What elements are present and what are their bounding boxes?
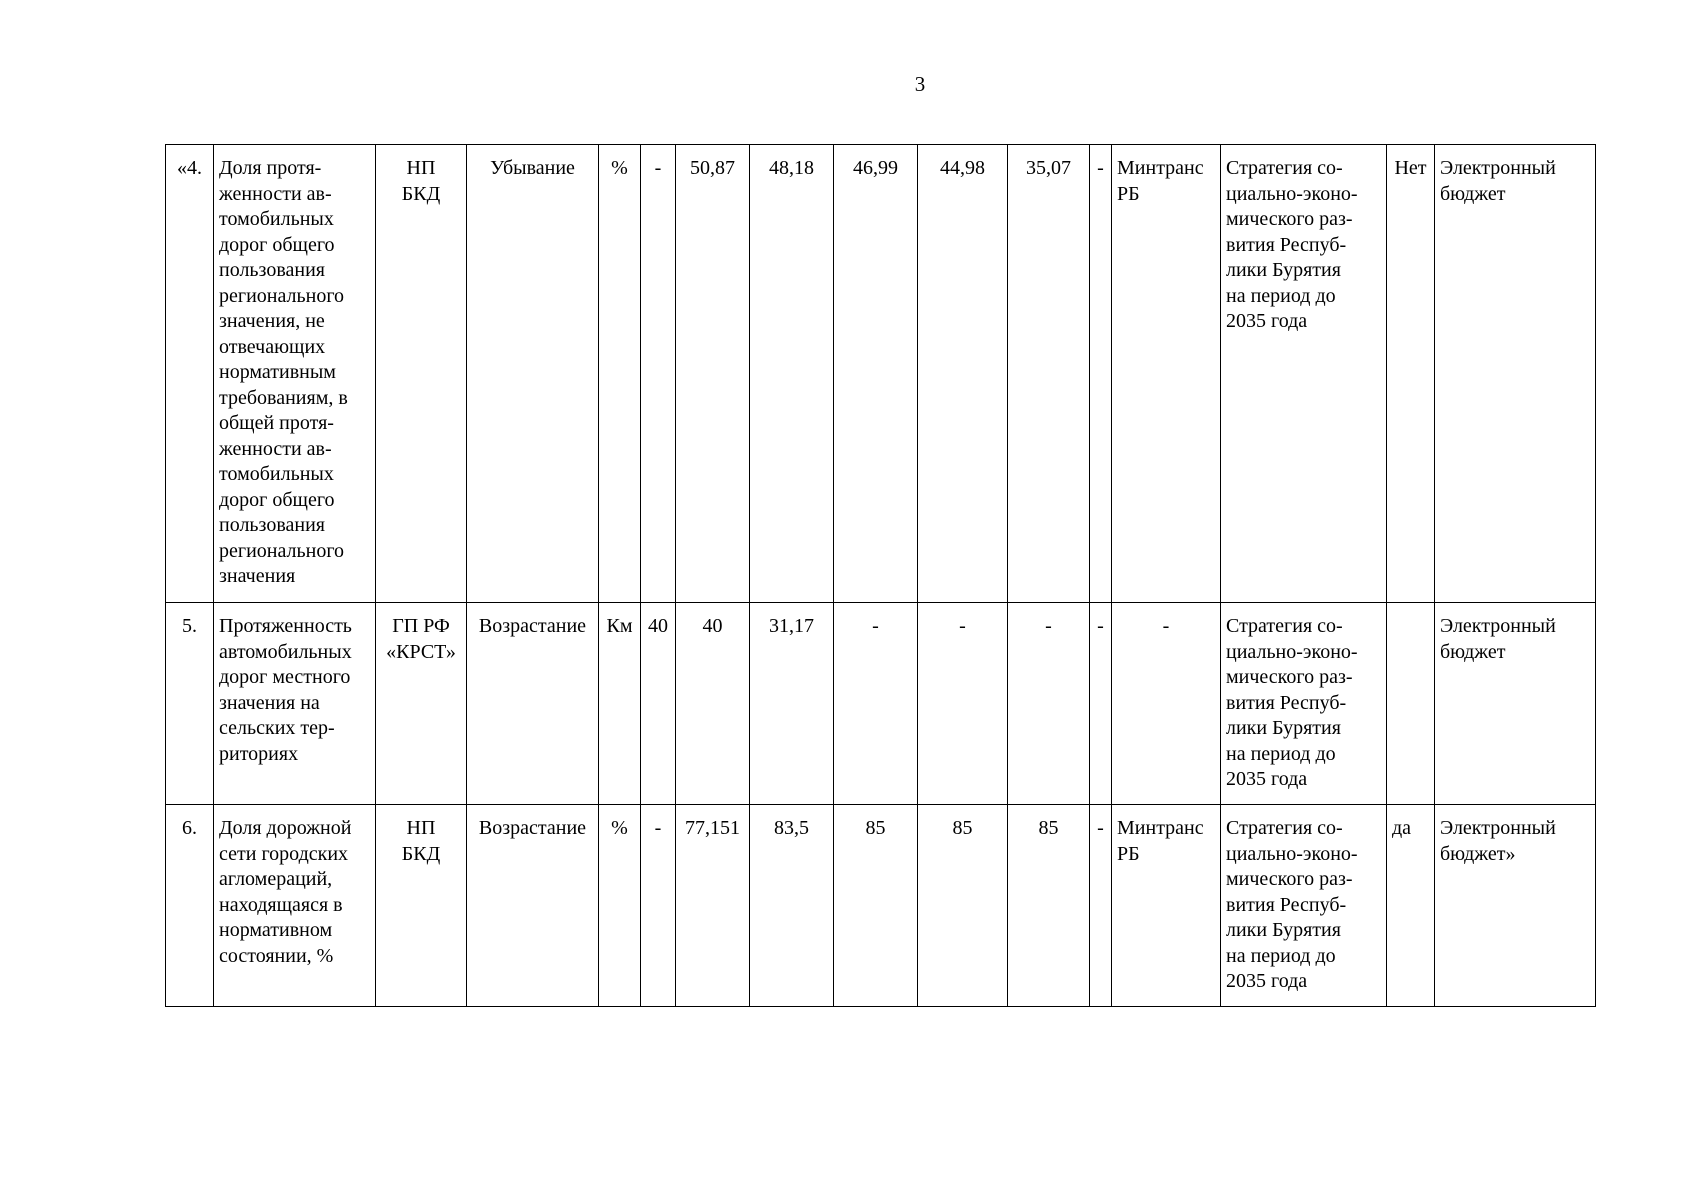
value-cell: 85 (1008, 805, 1090, 1007)
value-cell: 85 (834, 805, 918, 1007)
value-cell: 85 (918, 805, 1008, 1007)
row-number: 6. (166, 805, 214, 1007)
base-value-cell: 40 (641, 603, 676, 805)
row-number: 5. (166, 603, 214, 805)
indicators-table (165, 144, 1596, 1007)
responsible-cell: - (1112, 603, 1221, 805)
program-cell: НП БКД (376, 145, 467, 603)
direction-cell: Возрастание (467, 805, 599, 1007)
system-cell: Электронный бюджет (1435, 145, 1596, 603)
flag-cell: Нет (1387, 145, 1435, 603)
program-cell: ГП РФ «КРСТ» (376, 603, 467, 805)
value-cell: 44,98 (918, 145, 1008, 603)
responsible-cell: Минтранс РБ (1112, 805, 1221, 1007)
system-cell: Электронный бюджет» (1435, 805, 1596, 1007)
dash-cell: - (1090, 145, 1112, 603)
unit-cell: % (599, 145, 641, 603)
dash-cell: - (1090, 603, 1112, 805)
indicator-name: Доля протя- женности ав- томобильных дорог общего пользования регионального значения, не отвечающих нормативным требованиям, в общей протя- женности ав- томобильных дорог общего пользования регионального значения (214, 145, 376, 603)
strategy-cell: Стратегия со- циально-эконо- мического раз- вития Респуб- лики Бурятия на период до 2035 года (1221, 145, 1387, 603)
value-cell: 40 (676, 603, 750, 805)
system-cell: Электронный бюджет (1435, 603, 1596, 805)
indicator-name: Протяженность автомобильных дорог местного значения на сельских тер- риториях (214, 603, 376, 805)
value-cell: 48,18 (750, 145, 834, 603)
page-number: 3 (914, 72, 926, 96)
base-value-cell: - (641, 805, 676, 1007)
base-value-cell: - (641, 145, 676, 603)
direction-cell: Убывание (467, 145, 599, 603)
table-row (166, 145, 1596, 603)
value-cell: 50,87 (676, 145, 750, 603)
strategy-cell: Стратегия со- циально-эконо- мического раз- вития Респуб- лики Бурятия на период до 2035 года (1221, 603, 1387, 805)
value-cell: - (1008, 603, 1090, 805)
value-cell: 31,17 (750, 603, 834, 805)
program-cell: НП БКД (376, 805, 467, 1007)
value-cell: 46,99 (834, 145, 918, 603)
dash-cell: - (1090, 805, 1112, 1007)
table-row (166, 603, 1596, 805)
value-cell: 83,5 (750, 805, 834, 1007)
responsible-cell: Минтранс РБ (1112, 145, 1221, 603)
unit-cell: Км (599, 603, 641, 805)
value-cell: - (918, 603, 1008, 805)
value-cell: - (834, 603, 918, 805)
value-cell: 77,151 (676, 805, 750, 1007)
unit-cell: % (599, 805, 641, 1007)
strategy-cell: Стратегия со- циально-эконо- мического раз- вития Респуб- лики Бурятия на период до 2035 года (1221, 805, 1387, 1007)
table-row (166, 805, 1596, 1007)
indicator-name: Доля дорожной сети городских агломераций, находящаяся в нормативном состоянии, % (214, 805, 376, 1007)
flag-cell (1387, 603, 1435, 805)
flag-cell: да (1387, 805, 1435, 1007)
row-number: «4. (166, 145, 214, 603)
value-cell: 35,07 (1008, 145, 1090, 603)
direction-cell: Возрастание (467, 603, 599, 805)
